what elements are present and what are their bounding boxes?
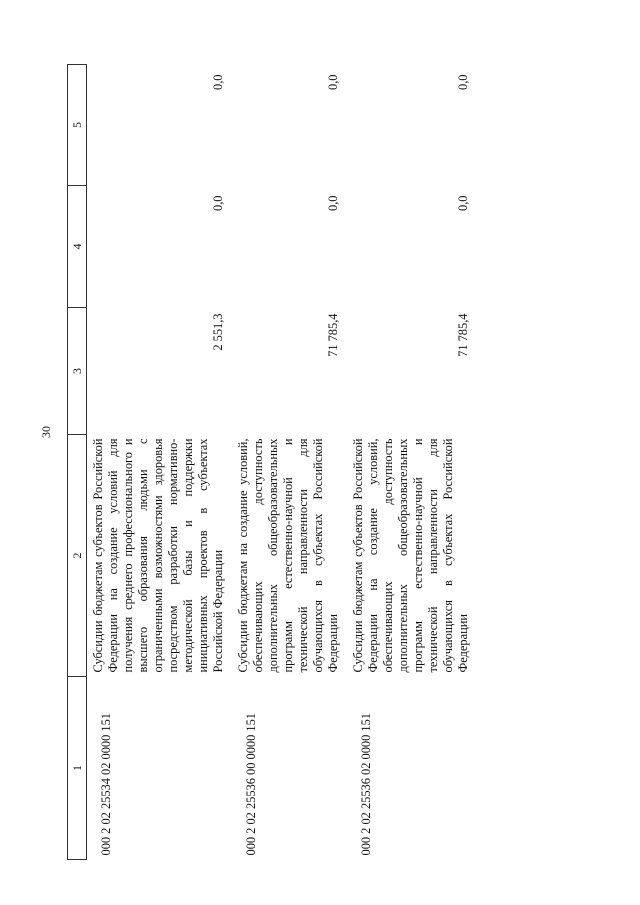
budget-code: 000 2 02 25534 02 0000 151: [99, 713, 113, 856]
amount-col5: 0,0: [456, 74, 470, 90]
amount-col3: 71 785,4: [326, 313, 340, 357]
page-number: 30: [39, 426, 53, 438]
row-description: Субсидии бюджетам субъектов Российской Федерации на создание условий, обеспечивающих доступность дополнительных общеобразовательных программ естественно-научной и технической направленности для обучающихся в субъектах Российской Федерации: [351, 438, 470, 673]
table-row: [347, 65, 477, 860]
amount-col4: 0,0: [211, 195, 225, 211]
column-header-2: 2: [68, 435, 87, 677]
budget-code: 000 2 02 25536 00 0000 151: [244, 713, 258, 856]
budget-code: 000 2 02 25536 02 0000 151: [359, 713, 373, 856]
amount-col4: 0,0: [456, 195, 470, 211]
row-description: Субсидии бюджетам субъектов Российской Федерации на создание условий для получения среднего профессионального и высшего образования людьми с ограниченными возможностями здоровья посредством разработки нормативно-методической базы и поддержки инициативных проектов в субъектах Российской Федерации: [91, 438, 225, 673]
rotated-table-container: [67, 65, 487, 860]
column-header-5: 5: [68, 65, 87, 186]
amount-col3: 2 551,3: [211, 313, 225, 351]
budget-table: [67, 64, 477, 860]
amount-col5: 0,0: [326, 74, 340, 90]
amount-col3: 71 785,4: [456, 313, 470, 357]
amount-col4: 0,0: [326, 195, 340, 211]
table-row: [87, 65, 233, 860]
column-header-3: 3: [68, 308, 87, 435]
table-row: [232, 65, 347, 860]
amount-col5: 0,0: [211, 74, 225, 90]
header-row: [68, 65, 87, 860]
column-header-1: 1: [68, 677, 87, 860]
column-header-4: 4: [68, 186, 87, 308]
row-description: Субсидии бюджетам на создание условий, обеспечивающих доступность дополнительных общеобразовательных программ естественно-научной и технической направленности для обучающихся в субъектах Российской Федерации: [236, 438, 340, 673]
